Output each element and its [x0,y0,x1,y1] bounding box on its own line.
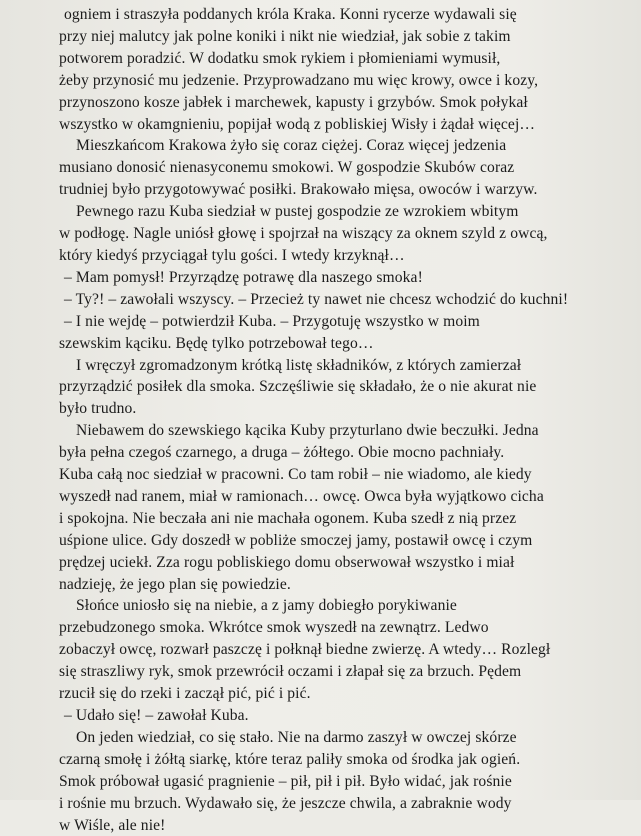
text-line: musiano donosić nienasyconemu smokowi. W gospodzie Skubów coraz [59,159,515,177]
text-line: Mieszkańcom Krakowa żyło się coraz ciężej. Coraz więcej jedzenia [76,137,507,155]
text-line: uśpione ulice. Gdy doszedł w pobliże smoczej jamy, postawił owcę i czym [59,531,533,549]
text-line: nadzieję, że jego plan się powiedzie. [59,575,291,593]
text-line: Pewnego razu Kuba siedział w pustej gospodzie ze wzrokiem wbitym [76,203,519,221]
text-line: wszystko w okamgnieniu, popijał wodą z pobliskiej Wisły i żądał więcej… [59,115,536,133]
text-line: przynoszono kosze jabłek i marchewek, kapusty i grzybów. Smok połykał [59,93,528,111]
text-line: Niebawem do szewskiego kącika Kuby przyturlano dwie beczułki. Jedna [76,422,539,440]
text-line: – Ty?! – zawołali wszyscy. – Przecież ty nawet nie chcesz wchodzić do kuchni! [64,290,569,308]
text-line: wyszedł nad ranem, miał w ramionach… owcę. Owca była wyjątkowo cicha [59,487,544,505]
text-line: była pełna czegoś czarnego, a druga – żółtego. Obie mocno pachniały. [59,444,505,462]
text-line: który kiedyś przyciągał tylu gości. I wtedy krzyknął… [59,246,405,264]
text-line: ogniem i straszyła poddanych króla Kraka. Konni rycerze wydawali się [64,6,517,23]
text-line: przyrządzić posiłek dla smoka. Szczęśliwie się składało, że o nie akurat nie [59,378,537,396]
text-line: rzucił się do rzeki i zaczął pić, pić i pić. [59,685,311,703]
story-text [58,4,628,836]
text-line: w Wiśle, ale nie! [59,816,166,834]
text-line: – Mam pomysł! Przyrządzę potrawę dla naszego smoka! [64,268,423,286]
text-line: się straszliwy ryk, smok przewrócił oczami i złapał się za brzuch. Pędem [59,663,522,681]
text-line: i spokojna. Nie beczała ani nie machała ogonem. Kuba szedł z nią przez [59,509,517,527]
text-line: i rośnie mu brzuch. Wydawało się, że jeszcze chwila, a zabraknie wody [59,794,512,812]
text-line: I wręczył zgromadzonym krótką listę składników, z których zamierzał [76,356,522,374]
text-line: w podłogę. Nagle uniósł głowę i spojrzał na wiszący za oknem szyld z owcą, [59,225,548,243]
text-line: – Udało się! – zawołał Kuba. [64,707,249,724]
text-line: – I nie wejdę – potwierdził Kuba. – Przygotuję wszystko w moim [64,312,480,330]
text-line: było trudno. [59,400,137,418]
text-line: przebudzonego smoka. Wkrótce smok wyszedł na zewnątrz. Ledwo [59,619,489,637]
text-line: szewskim kąciku. Będę tylko potrzebował tego… [59,334,374,352]
text-line: zobaczył owcę, rozwarł paszczę i połknął biedne zwierzę. A wtedy… Rozległ [59,641,551,659]
text-line: prędzej uciekł. Zza rogu pobliskiego domu obserwował wszystko i miał [59,553,515,571]
text-line: Słońce uniosło się na niebie, a z jamy dobiegło porykiwanie [76,597,457,615]
text-line: Smok próbował ugasić pragnienie – pił, pił i pił. Było widać, jak rośnie [59,772,512,790]
text-line: żeby przynosić mu jedzenie. Przyprowadzano mu więc krowy, owce i kozy, [59,71,539,89]
text-line: czarną smołę i żółtą siarkę, które teraz paliły smoka od środka jak ogień. [59,750,521,768]
text-line: Kuba całą noc siedział w pracowni. Co tam robił – nie wiadomo, ale kiedy [59,466,532,484]
text-line: przy niej malutcy jak polne koniki i nikt nie wiedział, jak sobie z takim [59,27,511,45]
text-line: trudniej było przygotowywać posiłki. Brakowało mięsa, owoców i warzyw. [59,181,538,199]
text-line: On jeden wiedział, co się stało. Nie na darmo zaszył w owczej skórze [76,728,517,746]
text-line: potworem poradzić. W dodatku smok rykiem i płomieniami wymusił, [59,49,501,67]
